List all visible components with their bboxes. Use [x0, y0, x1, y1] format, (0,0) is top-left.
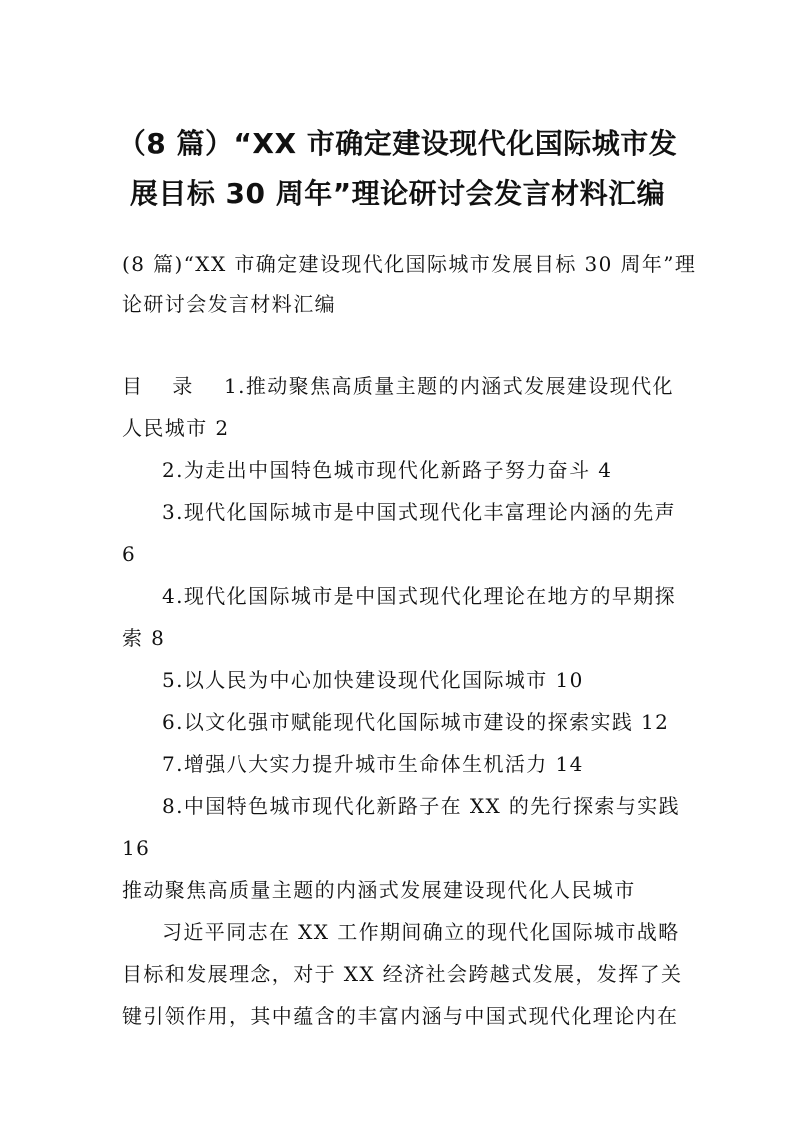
subtitle-line-2: 论研讨会发言材料汇编	[122, 292, 336, 316]
toc-item-1-line-2[interactable]: 人民城市 2	[122, 416, 230, 440]
document-title-line-2: 展目标 30 周年”理论研讨会发言材料汇编	[129, 177, 666, 210]
toc-item-1-line-1[interactable]: 1.推动聚焦高质量主题的内涵式发展建设现代化	[224, 374, 674, 398]
section-title: 推动聚焦高质量主题的内涵式发展建设现代化人民城市	[122, 878, 636, 902]
body-line-1: 习近平同志在 XX 工作期间确立的现代化国际城市战略	[162, 920, 680, 944]
toc-line	[122, 368, 674, 404]
toc-item-5[interactable]: 5.以人民为中心加快建设现代化国际城市 10	[162, 668, 584, 692]
toc-item-3-line-1[interactable]: 3.现代化国际城市是中国式现代化丰富理论内涵的先声	[162, 500, 677, 524]
toc-item-8-line-2[interactable]: 16	[122, 836, 151, 860]
toc-item-8-line-1[interactable]: 8.中国特色城市现代化新路子在 XX 的先行探索与实践	[162, 794, 681, 818]
toc-heading: 目 录	[122, 374, 205, 398]
toc-item-7[interactable]: 7.增强八大实力提升城市生命体生机活力 14	[162, 752, 584, 776]
toc-item-4-line-2[interactable]: 索 8	[122, 626, 166, 650]
document-title-line-1: （8 篇）“XX 市确定建设现代化国际城市发	[117, 127, 678, 160]
subtitle-line-1: (8 篇)“XX 市确定建设现代化国际城市发展目标 30 周年”理	[122, 252, 697, 276]
body-line-2: 目标和发展理念，对于 XX 经济社会跨越式发展，发挥了关	[122, 962, 683, 986]
toc-item-6[interactable]: 6.以文化强市赋能现代化国际城市建设的探索实践 12	[162, 710, 670, 734]
toc-item-2[interactable]: 2.为走出中国特色城市现代化新路子努力奋斗 4	[162, 458, 613, 482]
toc-item-4-line-1[interactable]: 4.现代化国际城市是中国式现代化理论在地方的早期探	[162, 584, 677, 608]
toc-item-3-line-2[interactable]: 6	[122, 542, 137, 566]
body-line-3: 键引领作用，其中蕴含的丰富内涵与中国式现代化理论内在	[122, 1004, 679, 1028]
